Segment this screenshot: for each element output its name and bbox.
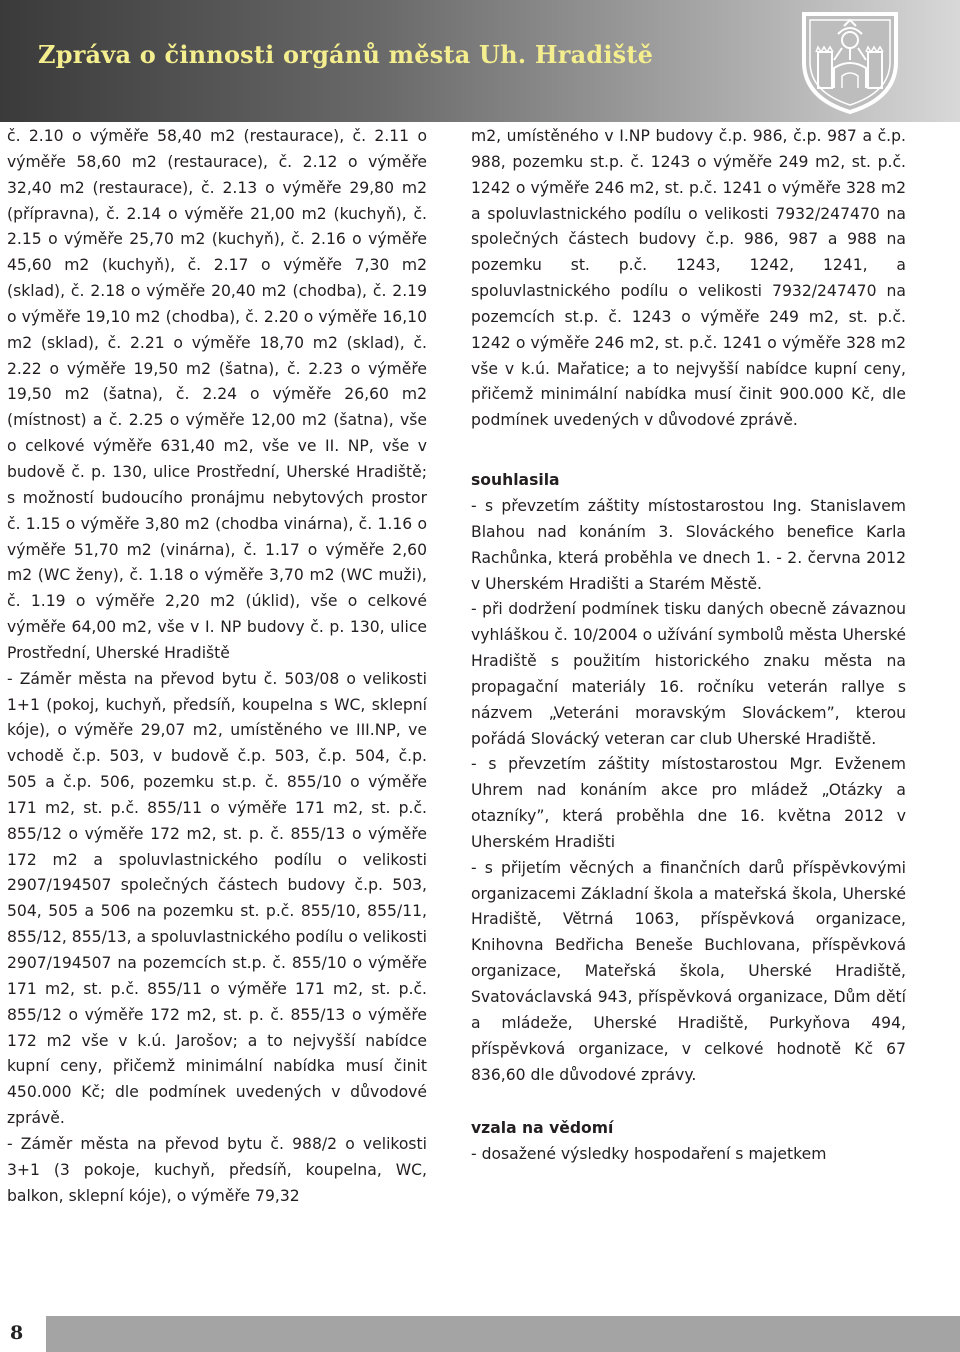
section-heading-agreed: souhlasila xyxy=(471,471,560,490)
list-item: - s převzetím záštity místostarostou Ing. Stanislavem Blahou nad konáním 3. Slováckého benefice Karla Rachůnka, která proběhla ve dnech 1. - 2. června 2012 v Uherském Hradišti a Starém Městě. xyxy=(471,496,906,593)
list-item: - s převzetím záštity místostarostou Mgr. Evženem Uhrem nad konáním akce pro mládež „Otázky a otazníky”, která proběhla dne 16. května 2012 v Uherském Hradišti xyxy=(471,755,906,851)
right-column xyxy=(471,124,906,1168)
section-title: Zpráva o činnosti orgánů města Uh. Hradiště xyxy=(38,40,654,69)
city-coat-of-arms-icon xyxy=(790,6,910,116)
page-number-box xyxy=(0,1316,48,1352)
page-header xyxy=(0,0,960,122)
footer-bar xyxy=(48,1316,960,1352)
paragraph: m2, umístěného v I.NP budovy č.p. 986, č.p. 987 a č.p. 988, pozemku st.p. č. 1243 o výměře 249 m2, st. p.č. 1242 o výměře 246 m2, st. p.č. 1241 o výměře 328 m2 a spoluvlastnického podílu o velikosti 7932/247470 na společných částech budovy č.p. 986, 987 a 988 na pozemku st. p.č. 1243, 1242, 1241, a spoluvlastnického podílu o velikosti 7932/247470 na pozemcích st.p. č. 1243 o výměře 249 m2, st. p.č. 1242 o výměře 246 m2, st. p.č. 1241 o výměře 328 m2 vše v k.ú. Mařatice; a to nejvyšší nabídce kupní ceny, přičemž minimální nabídka musí činit 900.000 Kč, dle podmínek uvedených v důvodové zprávě. xyxy=(471,127,906,430)
page-number: 8 xyxy=(10,1322,24,1344)
list-item: - dosažené výsledky hospodaření s majetkem xyxy=(471,1145,827,1164)
paragraph: - Záměr města na převod bytu č. 988/2 o velikosti 3+1 (3 pokoje, kuchyň, předsíň, koupelna, WC, balkon, sklepní kóje), o výměře 79,32 xyxy=(7,1134,427,1205)
left-column xyxy=(7,124,427,1209)
paragraph: č. 2.10 o výměře 58,40 m2 (restaurace), č. 2.11 o výměře 58,60 m2 (restaurace), č. 2.12 o výměře 32,40 m2 (restaurace), č. 2.13 o výměře 29,80 m2 (přípravna), č. 2.14 o výměře 21,00 m2 (kuchyň), č. 2.15 o výměře 25,70 m2 (kuchyň), č. 2.16 o výměře 45,60 m2 (kuchyň), č. 2.17 o výměře 7,30 m2 (sklad), č. 2.18 o výměře 20,40 m2 (chodba), č. 2.19 o výměře 19,10 m2 (chodba), č. 2.20 o výměře 16,10 m2 (sklad), č. 2.21 o výměře 18,70 m2 (sklad), č. 2.22 o výměře 19,50 m2 (šatna), č. 2.23 o výměře 19,50 m2 (šatna), č. 2.24 o výměře 26,60 m2 (místnost) a č. 2.25 o výměře 12,00 m2 (šatna), vše o celkové výměře 631,40 m2, vše ve II. NP, vše v budově č. p. 130, ulice Prostřední, Uherské Hradiště; s možností budoucího pronájmu nebytových prostor č. 1.15 o výměře 3,80 m2 (chodba vinárna), č. 1.16 o výměře 51,70 m2 (vinárna), č. 1.17 o výměře 2,60 m2 (WC ženy), č. 1.18 o výměře 3,70 m2 (WC muži), č. 1.19 o výměře 2,20 m2 (úklid), vše o celkové výměře 64,00 m2, vše v I. NP budovy č. p. 130, ulice Prostřední, Uherské Hradiště xyxy=(7,127,427,662)
section-heading-noted: vzala na vědomí xyxy=(471,1119,614,1138)
list-item: - s přijetím věcných a finančních darů příspěvkovými organizacemi Základní škola a mateřská škola, Uherské Hradiště, Větrná 1063, příspěvková organizace, Knihovna Bedřicha Beneše Buchlovana, příspěvková organizace, Mateřská škola, Uherské Hradiště, Svatováclavská 943, příspěvková organizace, Dům dětí a mládeže, Uherské Hradiště, Purkyňova 494, příspěvková organizace, v celkové hodnotě Kč 67 836,60 dle důvodové zprávy. xyxy=(471,858,906,1084)
list-item: - při dodržení podmínek tisku daných obecně závaznou vyhláškou č. 10/2004 o užívání symbolů města Uherské Hradiště s použitím historického znaku města na propagační materiály 16. ročníku veterán rallye s názvem „Veteráni moravským Slováckem”, kterou pořádá Slovácký veteran car club Uherské Hradiště. xyxy=(471,600,906,748)
paragraph: - Záměr města na převod bytu č. 503/08 o velikosti 1+1 (pokoj, kuchyň, předsíň, koupelna s WC, sklepní kóje), o výměře 29,07 m2, umístěného ve III.NP, ve vchodě č.p. 503, v budově č.p. 503, č.p. 504, č.p. 505 a č.p. 506, pozemku st.p. č. 855/10 o výměře 171 m2, st. p.č. 855/11 o výměře 171 m2, st. p.č. 855/12 o výměře 172 m2, st. p. č. 855/13 o výměře 172 m2 a spoluvlastnického podílu o velikosti 2907/194507 společných částech budovy č.p. 503, 504, 505 a 506 na pozemku st. p.č. 855/10, 855/11, 855/12, 855/13, a spoluvlastnického podílu o velikosti 2907/194507 na pozemcích st.p. č. 855/10 o výměře 171 m2, st. p.č. 855/11 o výměře 171 m2, st. p.č. 855/12 o výměře 172 m2, st. p. č. 855/13 o výměře 172 m2 vše v k.ú. Jarošov; a to nejvyšší nabídce kupní ceny, přičemž minimální nabídka musí činit 450.000 Kč; dle podmínek uvedených v důvodové zprávě. xyxy=(7,669,427,1128)
